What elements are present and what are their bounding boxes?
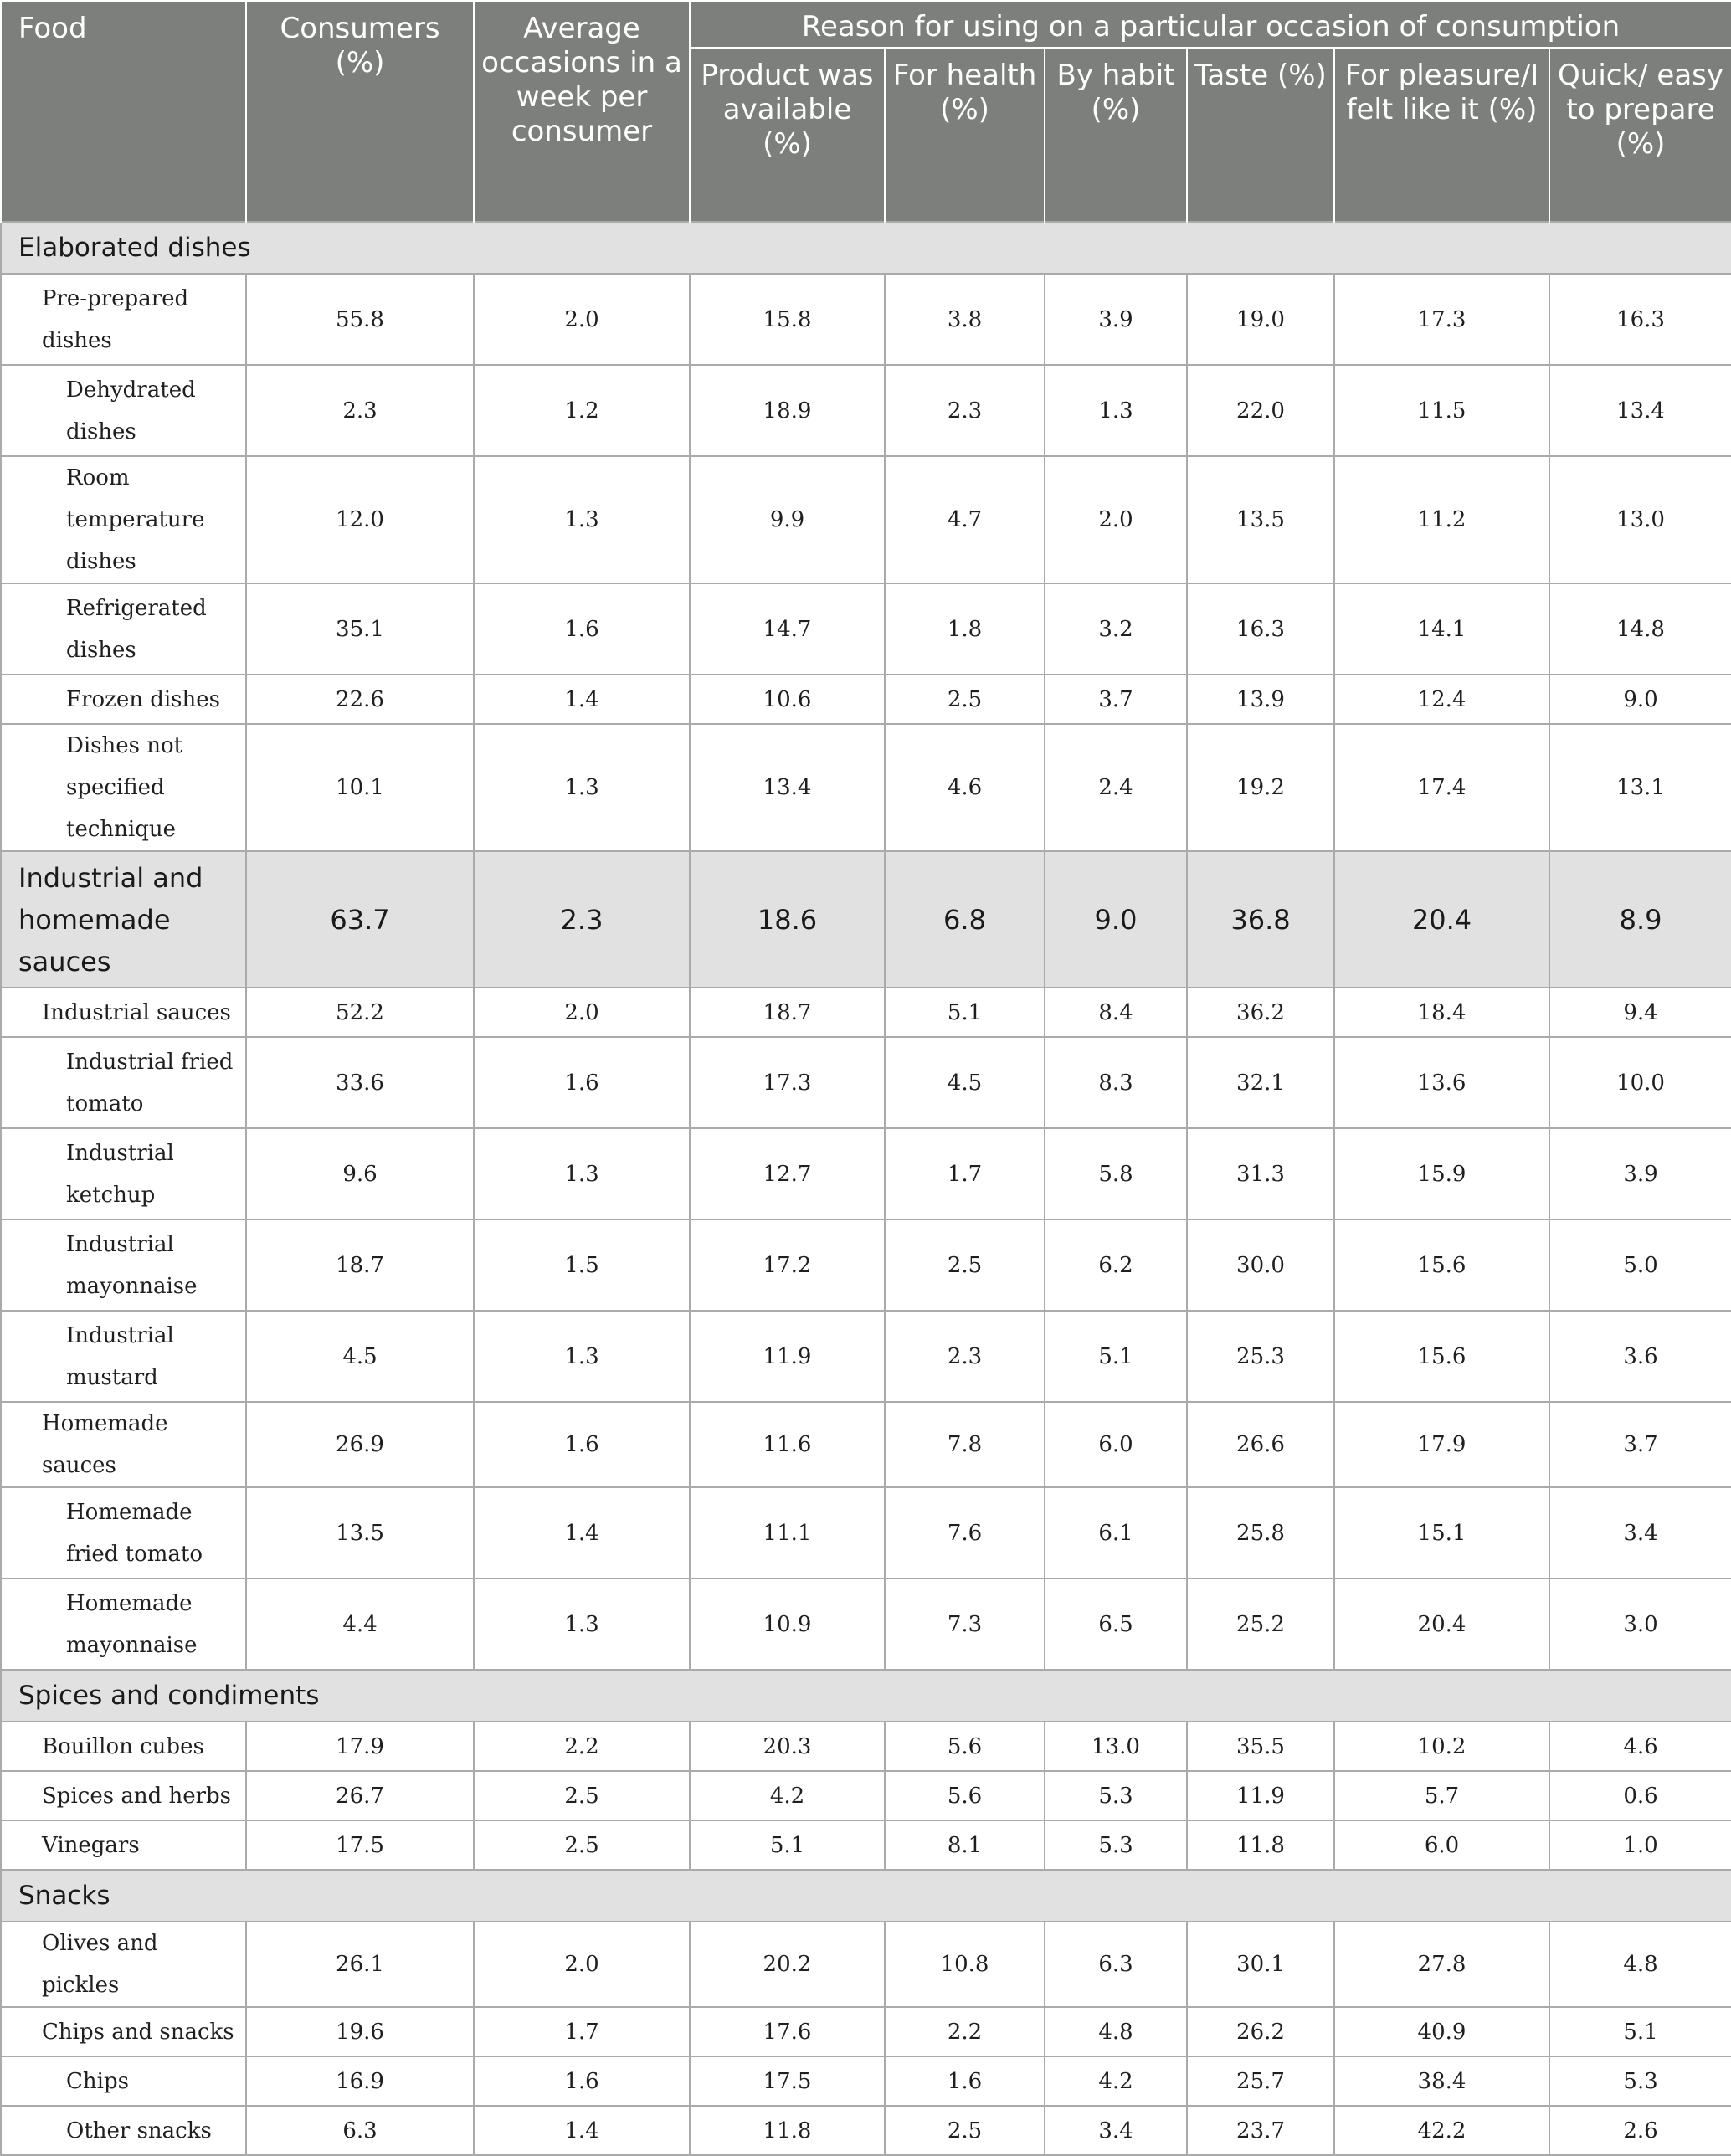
cell-taste: 32.1 [1187, 1037, 1334, 1128]
cell-taste: 25.3 [1187, 1311, 1334, 1402]
table-row [1, 2106, 1731, 2155]
cell-health: 3.8 [885, 274, 1045, 365]
cell-habit: 5.8 [1045, 1128, 1187, 1219]
cell-quick: 2.6 [1549, 2106, 1731, 2155]
cell-pleasure: 27.8 [1334, 1922, 1549, 2007]
cell-taste: 11.8 [1187, 1820, 1334, 1870]
section-row [1, 222, 1731, 274]
cell-habit: 3.2 [1045, 583, 1187, 675]
cell-consumers: 17.5 [246, 1820, 474, 1870]
cell-health: 4.6 [885, 724, 1045, 851]
cell-habit: 5.3 [1045, 1820, 1187, 1870]
cell-taste: 19.0 [1187, 274, 1334, 365]
header-food: Food [1, 1, 246, 222]
cell-health: 5.1 [885, 988, 1045, 1037]
food-name: Room temperature dishes [1, 456, 246, 583]
cell-quick: 5.0 [1549, 1219, 1731, 1311]
cell-consumers: 17.9 [246, 1722, 474, 1771]
cell-quick: 3.4 [1549, 1487, 1731, 1578]
cell-quick: 5.1 [1549, 2007, 1731, 2056]
cell-taste: 36.8 [1187, 851, 1334, 988]
header-pleasure: For pleasure/I felt like it (%) [1334, 48, 1549, 222]
cell-consumers: 35.1 [246, 583, 474, 675]
table-row [1, 456, 1731, 583]
cell-pleasure: 11.5 [1334, 365, 1549, 456]
cell-quick: 3.9 [1549, 1128, 1731, 1219]
food-name: Olives and pickles [1, 1922, 246, 2007]
cell-taste: 25.7 [1187, 2056, 1334, 2106]
cell-pleasure: 40.9 [1334, 2007, 1549, 2056]
food-name: Refrigerated dishes [1, 583, 246, 675]
cell-habit: 4.2 [1045, 2056, 1187, 2106]
cell-habit: 9.0 [1045, 851, 1187, 988]
cell-available: 15.8 [690, 274, 885, 365]
cell-pleasure: 11.2 [1334, 456, 1549, 583]
food-name: Industrial and homemade sauces [1, 851, 246, 988]
cell-taste: 22.0 [1187, 365, 1334, 456]
header-taste: Taste (%) [1187, 48, 1334, 222]
food-name: Industrial fried tomato [1, 1037, 246, 1128]
cell-consumers: 26.1 [246, 1922, 474, 2007]
cell-available: 11.1 [690, 1487, 885, 1578]
cell-occasions: 1.3 [474, 1578, 690, 1670]
cell-habit: 1.3 [1045, 365, 1187, 456]
cell-consumers: 63.7 [246, 851, 474, 988]
food-name: Spices and herbs [1, 1771, 246, 1820]
cell-occasions: 1.6 [474, 1037, 690, 1128]
cell-quick: 4.8 [1549, 1922, 1731, 2007]
cell-occasions: 2.3 [474, 851, 690, 988]
food-name: Industrial mayonnaise [1, 1219, 246, 1311]
cell-available: 18.6 [690, 851, 885, 988]
food-name: Dishes not specified technique [1, 724, 246, 851]
table-row [1, 1578, 1731, 1670]
cell-taste: 19.2 [1187, 724, 1334, 851]
header-habit: By habit (%) [1045, 48, 1187, 222]
cell-pleasure: 17.3 [1334, 274, 1549, 365]
section-row [1, 1670, 1731, 1722]
header-occasions: Average occasions in a week per consumer [474, 1, 690, 222]
cell-available: 17.3 [690, 1037, 885, 1128]
cell-taste: 13.5 [1187, 456, 1334, 583]
cell-occasions: 1.3 [474, 1311, 690, 1402]
cell-occasions: 1.3 [474, 724, 690, 851]
cell-habit: 8.3 [1045, 1037, 1187, 1128]
cell-health: 2.5 [885, 675, 1045, 724]
cell-health: 2.3 [885, 365, 1045, 456]
cell-occasions: 1.5 [474, 1219, 690, 1311]
cell-habit: 6.0 [1045, 1402, 1187, 1487]
cell-occasions: 1.4 [474, 2106, 690, 2155]
cell-health: 8.1 [885, 1820, 1045, 1870]
cell-available: 11.9 [690, 1311, 885, 1402]
cell-health: 4.7 [885, 456, 1045, 583]
cell-pleasure: 10.2 [1334, 1722, 1549, 1771]
cell-available: 5.1 [690, 1820, 885, 1870]
cell-quick: 14.8 [1549, 583, 1731, 675]
food-name: Chips [1, 2056, 246, 2106]
cell-quick: 5.3 [1549, 2056, 1731, 2106]
table-row [1, 1487, 1731, 1578]
food-name: Frozen dishes [1, 675, 246, 724]
header-consumers: Consumers (%) [246, 1, 474, 222]
cell-taste: 23.7 [1187, 2106, 1334, 2155]
cell-available: 17.6 [690, 2007, 885, 2056]
cell-quick: 16.3 [1549, 274, 1731, 365]
cell-occasions: 1.6 [474, 1402, 690, 1487]
cell-quick: 9.0 [1549, 675, 1731, 724]
cell-habit: 3.9 [1045, 274, 1187, 365]
cell-taste: 30.1 [1187, 1922, 1334, 2007]
cell-health: 2.2 [885, 2007, 1045, 2056]
table-row [1, 2056, 1731, 2106]
cell-pleasure: 15.6 [1334, 1311, 1549, 1402]
food-name: Vinegars [1, 1820, 246, 1870]
cell-habit: 3.4 [1045, 2106, 1187, 2155]
cell-taste: 30.0 [1187, 1219, 1334, 1311]
header-available: Product was available (%) [690, 48, 885, 222]
cell-consumers: 2.3 [246, 365, 474, 456]
cell-pleasure: 15.6 [1334, 1219, 1549, 1311]
cell-available: 14.7 [690, 583, 885, 675]
cell-available: 17.2 [690, 1219, 885, 1311]
cell-habit: 5.1 [1045, 1311, 1187, 1402]
table-row [1, 675, 1731, 724]
cell-taste: 35.5 [1187, 1722, 1334, 1771]
cell-health: 7.6 [885, 1487, 1045, 1578]
food-name: Homemade sauces [1, 1402, 246, 1487]
food-name: Pre-prepared dishes [1, 274, 246, 365]
cell-pleasure: 5.7 [1334, 1771, 1549, 1820]
cell-health: 2.5 [885, 2106, 1045, 2155]
cell-health: 2.3 [885, 1311, 1045, 1402]
cell-habit: 6.2 [1045, 1219, 1187, 1311]
section-row [1, 1870, 1731, 1922]
cell-consumers: 22.6 [246, 675, 474, 724]
cell-quick: 4.6 [1549, 1722, 1731, 1771]
cell-pleasure: 38.4 [1334, 2056, 1549, 2106]
cell-habit: 13.0 [1045, 1722, 1187, 1771]
cell-occasions: 1.6 [474, 2056, 690, 2106]
cell-occasions: 1.7 [474, 2007, 690, 2056]
cell-available: 20.2 [690, 1922, 885, 2007]
food-name: Homemade mayonnaise [1, 1578, 246, 1670]
cell-habit: 4.8 [1045, 2007, 1187, 2056]
cell-taste: 16.3 [1187, 583, 1334, 675]
cell-habit: 3.7 [1045, 675, 1187, 724]
cell-available: 18.9 [690, 365, 885, 456]
cell-pleasure: 17.4 [1334, 724, 1549, 851]
cell-pleasure: 6.0 [1334, 1820, 1549, 1870]
cell-occasions: 1.3 [474, 456, 690, 583]
cell-quick: 13.0 [1549, 456, 1731, 583]
table-row [1, 1037, 1731, 1128]
cell-occasions: 2.5 [474, 1771, 690, 1820]
cell-habit: 6.3 [1045, 1922, 1187, 2007]
table-row [1, 274, 1731, 365]
cell-occasions: 1.4 [474, 1487, 690, 1578]
section-label: Spices and condiments [1, 1670, 1731, 1722]
table-row [1, 583, 1731, 675]
table-row [1, 988, 1731, 1037]
cell-consumers: 9.6 [246, 1128, 474, 1219]
cell-quick: 10.0 [1549, 1037, 1731, 1128]
table-row [1, 724, 1731, 851]
cell-health: 1.8 [885, 583, 1045, 675]
header-reason-group: Reason for using on a particular occasion of consumption [690, 1, 1731, 48]
cell-taste: 26.2 [1187, 2007, 1334, 2056]
cell-pleasure: 17.9 [1334, 1402, 1549, 1487]
cell-available: 12.7 [690, 1128, 885, 1219]
cell-quick: 1.0 [1549, 1820, 1731, 1870]
cell-occasions: 2.0 [474, 1922, 690, 2007]
cell-taste: 11.9 [1187, 1771, 1334, 1820]
cell-consumers: 4.5 [246, 1311, 474, 1402]
cell-taste: 25.8 [1187, 1487, 1334, 1578]
cell-occasions: 1.2 [474, 365, 690, 456]
cell-consumers: 12.0 [246, 456, 474, 583]
cell-consumers: 52.2 [246, 988, 474, 1037]
food-name: Bouillon cubes [1, 1722, 246, 1771]
cell-consumers: 33.6 [246, 1037, 474, 1128]
cell-health: 4.5 [885, 1037, 1045, 1128]
cell-habit: 5.3 [1045, 1771, 1187, 1820]
table-row [1, 1722, 1731, 1771]
section-label: Snacks [1, 1870, 1731, 1922]
cell-pleasure: 42.2 [1334, 2106, 1549, 2155]
table-row [1, 1402, 1731, 1487]
cell-available: 10.9 [690, 1578, 885, 1670]
table-row [1, 365, 1731, 456]
cell-available: 10.6 [690, 675, 885, 724]
header-quick: Quick/ easy to prepare (%) [1549, 48, 1731, 222]
cell-health: 7.3 [885, 1578, 1045, 1670]
cell-pleasure: 18.4 [1334, 988, 1549, 1037]
cell-consumers: 55.8 [246, 274, 474, 365]
cell-pleasure: 12.4 [1334, 675, 1549, 724]
cell-quick: 0.6 [1549, 1771, 1731, 1820]
cell-habit: 8.4 [1045, 988, 1187, 1037]
cell-pleasure: 14.1 [1334, 583, 1549, 675]
food-name: Industrial sauces [1, 988, 246, 1037]
table-row [1, 1771, 1731, 1820]
cell-occasions: 2.5 [474, 1820, 690, 1870]
cell-available: 4.2 [690, 1771, 885, 1820]
cell-occasions: 1.4 [474, 675, 690, 724]
cell-quick: 8.9 [1549, 851, 1731, 988]
cell-available: 11.6 [690, 1402, 885, 1487]
cell-available: 20.3 [690, 1722, 885, 1771]
cell-available: 17.5 [690, 2056, 885, 2106]
cell-occasions: 2.0 [474, 988, 690, 1037]
food-name: Chips and snacks [1, 2007, 246, 2056]
category-row [1, 851, 1731, 988]
cell-quick: 13.1 [1549, 724, 1731, 851]
cell-pleasure: 20.4 [1334, 851, 1549, 988]
cell-consumers: 19.6 [246, 2007, 474, 2056]
cell-consumers: 10.1 [246, 724, 474, 851]
cell-taste: 36.2 [1187, 988, 1334, 1037]
cell-habit: 2.4 [1045, 724, 1187, 851]
table-row [1, 1311, 1731, 1402]
cell-available: 11.8 [690, 2106, 885, 2155]
cell-pleasure: 20.4 [1334, 1578, 1549, 1670]
cell-available: 13.4 [690, 724, 885, 851]
table-row [1, 1128, 1731, 1219]
cell-taste: 31.3 [1187, 1128, 1334, 1219]
cell-available: 9.9 [690, 456, 885, 583]
cell-health: 5.6 [885, 1771, 1045, 1820]
cell-health: 7.8 [885, 1402, 1045, 1487]
cell-quick: 3.0 [1549, 1578, 1731, 1670]
cell-pleasure: 13.6 [1334, 1037, 1549, 1128]
cell-occasions: 1.6 [474, 583, 690, 675]
food-name: Dehydrated dishes [1, 365, 246, 456]
cell-health: 1.7 [885, 1128, 1045, 1219]
cell-consumers: 26.9 [246, 1402, 474, 1487]
cell-habit: 2.0 [1045, 456, 1187, 583]
cell-consumers: 13.5 [246, 1487, 474, 1578]
cell-quick: 3.7 [1549, 1402, 1731, 1487]
cell-habit: 6.5 [1045, 1578, 1187, 1670]
cell-occasions: 2.2 [474, 1722, 690, 1771]
cell-taste: 26.6 [1187, 1402, 1334, 1487]
cell-habit: 6.1 [1045, 1487, 1187, 1578]
cell-pleasure: 15.1 [1334, 1487, 1549, 1578]
cell-occasions: 2.0 [474, 274, 690, 365]
food-name: Industrial ketchup [1, 1128, 246, 1219]
table-row [1, 1820, 1731, 1870]
cell-quick: 9.4 [1549, 988, 1731, 1037]
cell-consumers: 16.9 [246, 2056, 474, 2106]
cell-health: 5.6 [885, 1722, 1045, 1771]
cell-health: 10.8 [885, 1922, 1045, 2007]
cell-consumers: 6.3 [246, 2106, 474, 2155]
cell-consumers: 26.7 [246, 1771, 474, 1820]
cell-health: 2.5 [885, 1219, 1045, 1311]
cell-consumers: 4.4 [246, 1578, 474, 1670]
cell-quick: 13.4 [1549, 365, 1731, 456]
cell-quick: 3.6 [1549, 1311, 1731, 1402]
table-row [1, 2007, 1731, 2056]
header-health: For health (%) [885, 48, 1045, 222]
food-name: Industrial mustard [1, 1311, 246, 1402]
cell-taste: 25.2 [1187, 1578, 1334, 1670]
cell-health: 6.8 [885, 851, 1045, 988]
food-name: Other snacks [1, 2106, 246, 2155]
food-name: Homemade fried tomato [1, 1487, 246, 1578]
table-row [1, 1219, 1731, 1311]
cell-health: 1.6 [885, 2056, 1045, 2106]
cell-occasions: 1.3 [474, 1128, 690, 1219]
cell-consumers: 18.7 [246, 1219, 474, 1311]
cell-taste: 13.9 [1187, 675, 1334, 724]
cell-available: 18.7 [690, 988, 885, 1037]
table-row [1, 1922, 1731, 2007]
section-label: Elaborated dishes [1, 222, 1731, 274]
cell-pleasure: 15.9 [1334, 1128, 1549, 1219]
